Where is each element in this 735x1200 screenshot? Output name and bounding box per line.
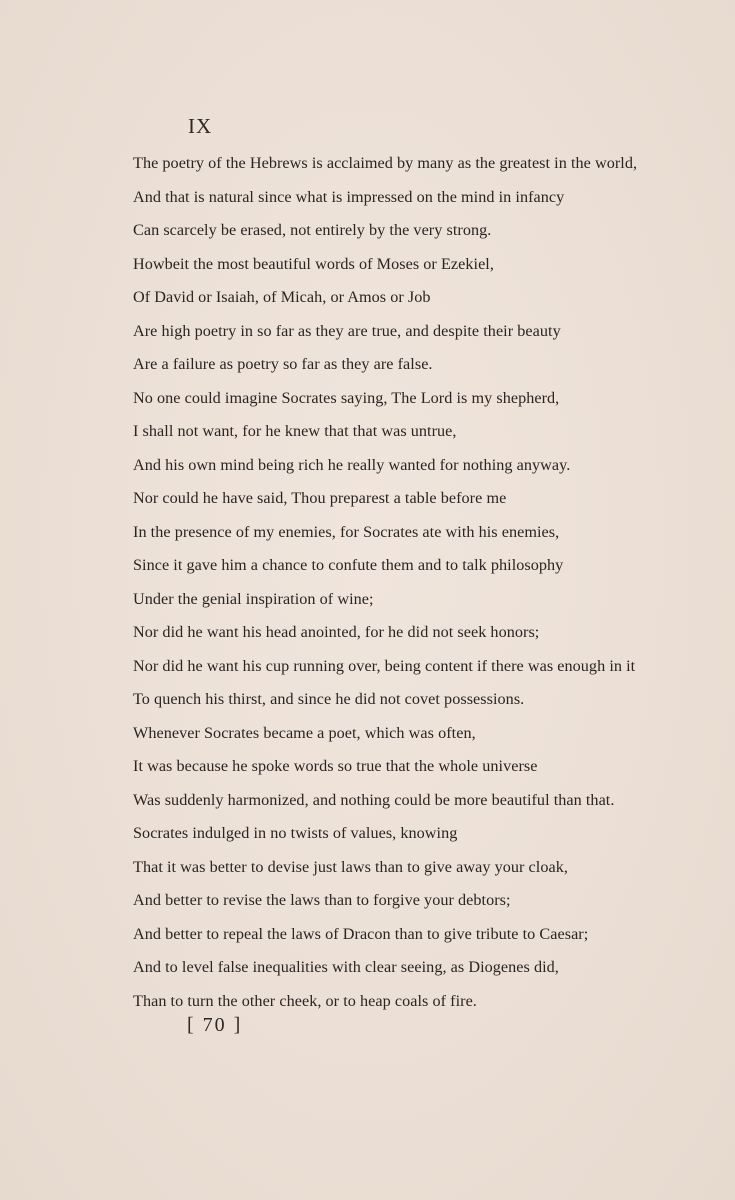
poem-line: Was suddenly harmonized, and nothing could be more beautiful than that.	[133, 790, 615, 809]
poem-line: And his own mind being rich he really wanted for nothing anyway.	[133, 455, 571, 474]
poem-line: Nor did he want his head anointed, for he did not seek honors;	[133, 623, 540, 641]
poem-line: Are high poetry in so far as they are true, and despite their beauty	[133, 321, 561, 340]
poem-line: Than to turn the other cheek, or to heap coals of fire.	[133, 991, 477, 1010]
poem-line: Are a failure as poetry so far as they are false.	[133, 355, 433, 373]
poem-line: And better to revise the laws than to forgive your debtors;	[133, 891, 511, 909]
poem-line: Of David or Isaiah, of Micah, or Amos or Job	[133, 288, 431, 306]
poem-line: Since it gave him a chance to confute them and to talk philosophy	[133, 556, 564, 574]
poem-line: Can scarcely be erased, not entirely by the very strong.	[133, 221, 492, 239]
poem-line: Nor did he want his cup running over, being content if there was enough in it	[133, 656, 636, 675]
poem-line: And that is natural since what is impressed on the mind in infancy	[133, 187, 565, 206]
poem-line: The poetry of the Hebrews is acclaimed by many as the greatest in the world,	[133, 154, 638, 172]
poem-line: Under the genial inspiration of wine;	[133, 589, 374, 608]
poem-line: And to level false inequalities with clear seeing, as Diogenes did,	[133, 958, 559, 976]
poem-line: That it was better to devise just laws than to give away your cloak,	[133, 857, 568, 876]
poem-line: No one could imagine Socrates saying, The Lord is my shepherd,	[133, 388, 560, 407]
poem-line: In the presence of my enemies, for Socrates ate with his enemies,	[133, 522, 560, 541]
poem-line: And better to repeal the laws of Dracon than to give tribute to Caesar;	[133, 924, 589, 943]
poem-line: Howbeit the most beautiful words of Moses or Ezekiel,	[133, 254, 494, 273]
page-number: [ 70 ]	[187, 1014, 243, 1036]
poem-line: Whenever Socrates became a poet, which was often,	[133, 723, 476, 742]
poem-line: Socrates indulged in no twists of values, knowing	[133, 824, 458, 842]
section-heading: IX	[188, 114, 213, 138]
poem-line: Nor could he have said, Thou preparest a table before me	[133, 489, 507, 507]
poem-line: It was because he spoke words so true that the whole universe	[133, 757, 538, 775]
poem-line: I shall not want, for he knew that that was untrue,	[133, 422, 457, 440]
poem-text	[133, 147, 723, 1018]
poem-line: To quench his thirst, and since he did not covet possessions.	[133, 690, 525, 708]
